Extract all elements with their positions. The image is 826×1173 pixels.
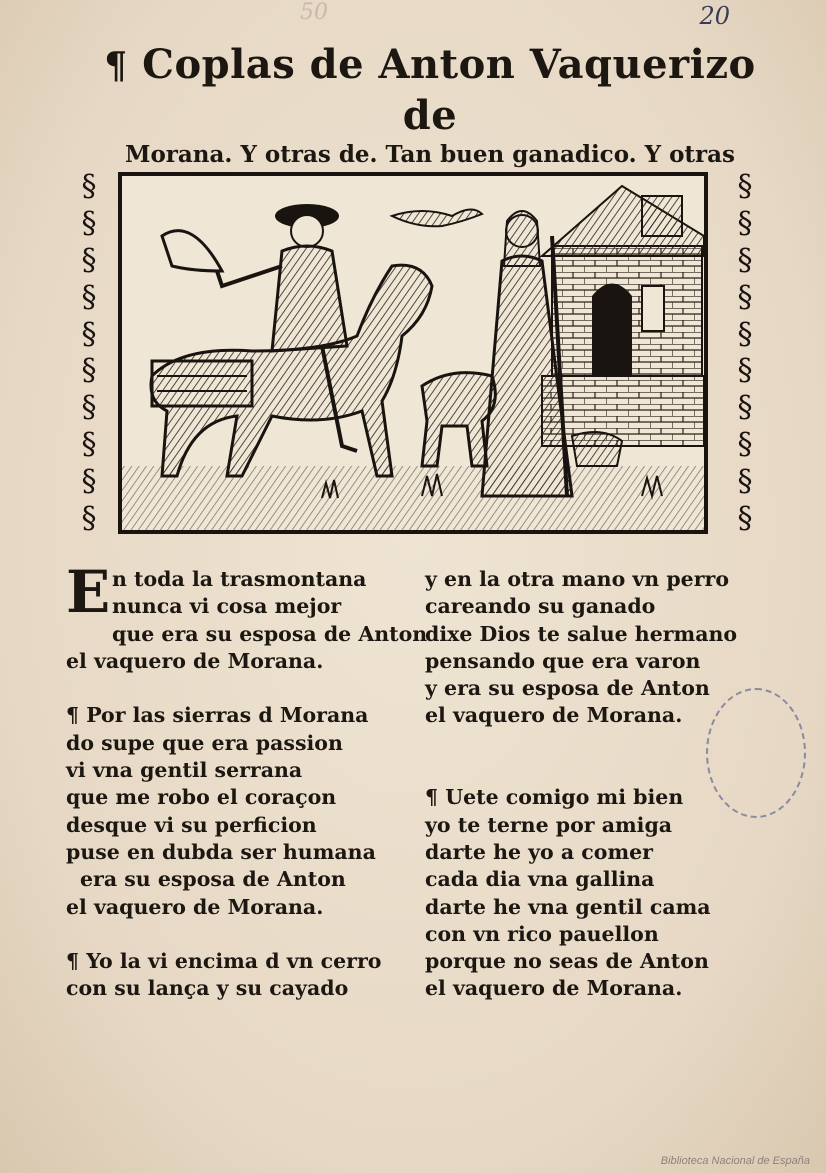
verse-line: careando su ganado <box>425 594 656 619</box>
verse-line: yo te terne por amiga <box>425 812 673 837</box>
verse-line: ¶ Por las sierras d Morana <box>66 703 369 728</box>
ornamental-border-right: § § § § § § § § § § <box>737 169 753 536</box>
verse-line: que me robo el coraçon <box>66 785 337 810</box>
verse-line: que era su esposa de Anton <box>112 621 428 646</box>
verse-line: porque no seas de Anton <box>425 949 709 974</box>
verse-line: darte he vna gentil cama <box>425 894 711 919</box>
verse-line: con su lança y su cayado <box>66 976 349 1001</box>
drop-cap-initial: E <box>66 558 111 626</box>
verse-line: era su esposa de Anton <box>80 867 346 892</box>
verse-line: do supe que era passion <box>66 730 343 755</box>
verse-line: vi vna gentil serrana <box>66 758 303 783</box>
woodcut-image <box>122 176 704 530</box>
library-stamp <box>706 688 806 818</box>
verse-line: pensando que era varon <box>425 648 701 673</box>
pilcrow-icon: ¶ <box>425 785 439 810</box>
faint-pencil-mark: 50 <box>300 0 328 25</box>
verse-line: dixe Dios te salue hermano <box>425 621 738 646</box>
verse-line: y era su esposa de Anton <box>425 676 710 701</box>
stanza-gap <box>66 921 406 948</box>
pilcrow-icon: ¶ <box>66 949 80 974</box>
woodcut-illustration <box>118 172 708 534</box>
house-drawing <box>542 186 704 446</box>
verse-line: ¶ Uete comigo mi bien <box>425 785 684 810</box>
verse-line: darte he yo a comer <box>425 839 653 864</box>
verse-line: nunca vi cosa mejor <box>112 594 342 619</box>
title-line-1: Coplas de Anton Vaquerizo de <box>142 41 756 139</box>
verse-line: n toda la trasmontana <box>112 567 367 591</box>
verse-line: y en la otra mano vn perro <box>425 567 729 591</box>
verse-line: el vaquero de Morana. <box>425 976 683 1001</box>
verse-line: puse en dubda ser humana <box>66 839 376 864</box>
pilcrow-icon: ¶ <box>104 45 128 87</box>
verse-line: ¶ Yo la vi encima d vn cerro <box>66 949 382 974</box>
folio-number: 20 <box>699 2 730 30</box>
verse-line: cada dia vna gallina <box>425 867 655 892</box>
poem-column-left <box>66 558 428 1003</box>
verse-line: el vaquero de Morana. <box>425 703 683 728</box>
ornamental-border-left: § § § § § § § § § § <box>81 169 97 536</box>
pilcrow-icon: ¶ <box>66 703 80 728</box>
verse-line: el vaquero de Morana. <box>66 648 324 673</box>
title-line-2: Morana. Y otras de. Tan buen ganadico. Y otras <box>124 141 736 168</box>
library-footer: Biblioteca Nacional de España <box>660 1155 810 1167</box>
verse-line: con vn rico pauellon <box>425 921 659 946</box>
stanza-gap <box>66 675 406 702</box>
verse-line: desque vi su perficion <box>66 812 317 837</box>
verse-line: el vaquero de Morana. <box>66 894 324 919</box>
